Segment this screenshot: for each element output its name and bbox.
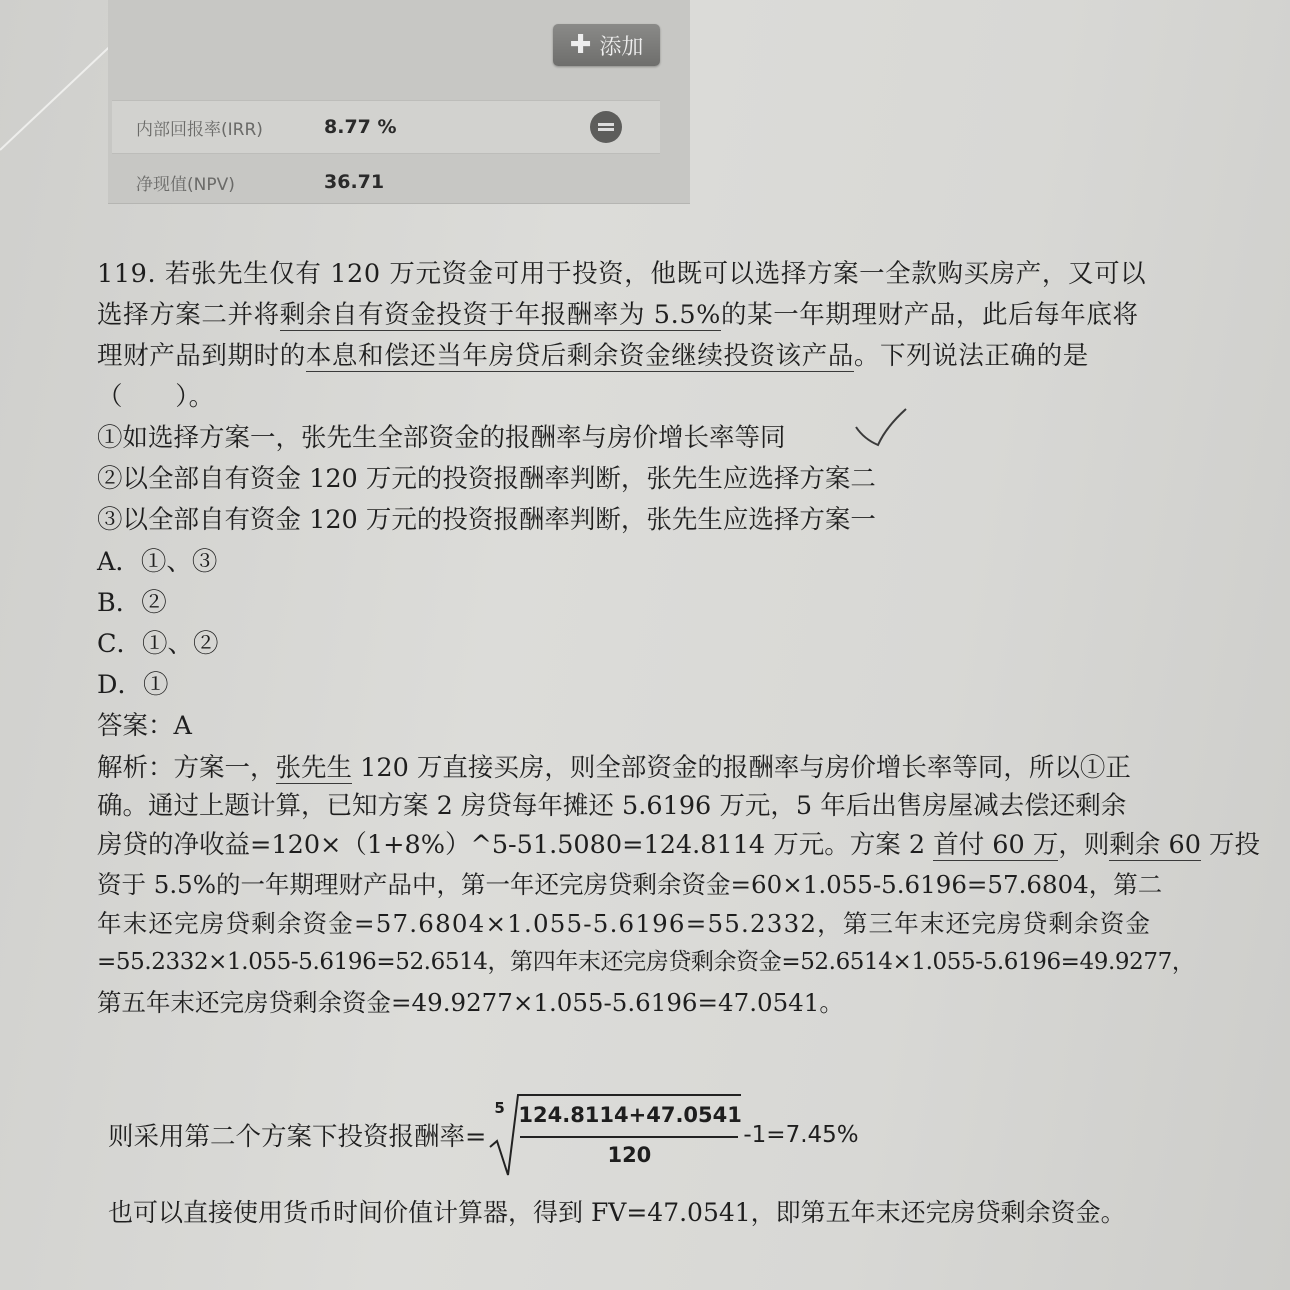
return-formula — [108, 1090, 859, 1180]
statement-2: ②以全部自有资金 120 万元的投资报酬率判断，张先生应选择方案二 — [97, 464, 876, 494]
option-b: B．② — [97, 588, 167, 618]
formula-prefix: 则采用第二个方案下投资报酬率= — [108, 1122, 487, 1152]
equals-icon[interactable] — [590, 111, 622, 143]
statement-1: ①如选择方案一，张先生全部资金的报酬率与房价增长率等同 — [97, 423, 786, 453]
question-line-3: 理财产品到期时的本息和偿还当年房贷后剩余资金继续投资该产品。下列说法正确的是 — [97, 341, 1089, 371]
question-line-2: 选择方案二并将剩余自有资金投资于年报酬率为 5.5%的某一年期理财产品，此后每年底将 — [97, 300, 1139, 330]
numerator: 124.8114+47.0541 — [518, 1103, 742, 1127]
root-index: 5 — [494, 1099, 505, 1117]
analysis-line-3: 房贷的净收益=120×（1+8%）^5-51.5080=124.8114 万元。方案 2 首付 60 万，则剩余 60 万投 — [97, 830, 1261, 860]
npv-value: 36.71 — [324, 171, 385, 193]
npv-label: 净现值(NPV) — [136, 174, 235, 195]
add-button[interactable] — [553, 24, 660, 66]
fifth-root — [488, 1091, 743, 1179]
question-line-1: 119. 若张先生仅有 120 万元资金可用于投资，他既可以选择方案一全款购买房产，又可以 — [97, 259, 1147, 289]
denominator: 120 — [607, 1143, 652, 1167]
formula-suffix: -1=7.45% — [743, 1122, 859, 1148]
npv-row — [112, 156, 660, 208]
irr-row — [112, 100, 660, 154]
irr-label: 内部回报率(IRR) — [136, 119, 263, 140]
option-d: D．① — [97, 670, 169, 700]
handwritten-underline: 首付 60 万 — [933, 830, 1059, 860]
question-line-4: （ ）。 — [97, 382, 215, 412]
answer: 答案：A — [97, 711, 192, 741]
analysis-line-5: 年末还完房贷剩余资金=57.6804×1.055-5.6196=55.2332，第三年末还完房贷剩余资金 — [97, 909, 1152, 938]
analysis-line-7: 第五年末还完房贷剩余资金=49.9277×1.055-5.6196=47.0541。 — [97, 988, 844, 1017]
analysis-line-4: 资于 5.5%的一年期理财产品中，第一年还完房贷剩余资金=60×1.055-5.6196=57.6804，第二 — [97, 870, 1163, 899]
analysis-line-6: =55.2332×1.055-5.6196=52.6514，第四年末还完房贷剩余资金=52.6514×1.055-5.6196=49.9277， — [97, 949, 1195, 975]
fraction-bar — [520, 1136, 738, 1138]
analysis-line-1: 解析：方案一，张先生 120 万直接买房，则全部资金的报酬率与房价增长率等同，所以①正 — [97, 753, 1131, 783]
option-c: C．①、② — [97, 629, 219, 659]
footer-note: 也可以直接使用货币时间价值计算器，得到 FV=47.0541，即第五年末还完房贷剩余资金。 — [108, 1198, 1126, 1227]
irr-value: 8.77 % — [324, 116, 397, 138]
handwritten-underline: 剩余自有资金投资于年报酬率为 5.5% — [279, 300, 721, 330]
statement-3: ③以全部自有资金 120 万元的投资报酬率判断，张先生应选择方案一 — [97, 505, 876, 535]
handwritten-underline: 剩余 60 — [1109, 830, 1201, 860]
plus-icon: ✚ — [569, 30, 592, 60]
handwritten-check-icon — [850, 405, 910, 455]
option-a: A．①、③ — [97, 547, 218, 577]
analysis-line-2: 确。通过上题计算，已知方案 2 房贷每年摊还 5.6196 万元，5 年后出售房屋减去偿还剩余 — [97, 791, 1127, 821]
handwritten-underline: 张先生 — [275, 753, 353, 783]
add-button-label: 添加 — [599, 34, 644, 60]
handwritten-underline: 本息和偿还当年房贷后剩余资金继续投资该产品 — [305, 341, 854, 371]
